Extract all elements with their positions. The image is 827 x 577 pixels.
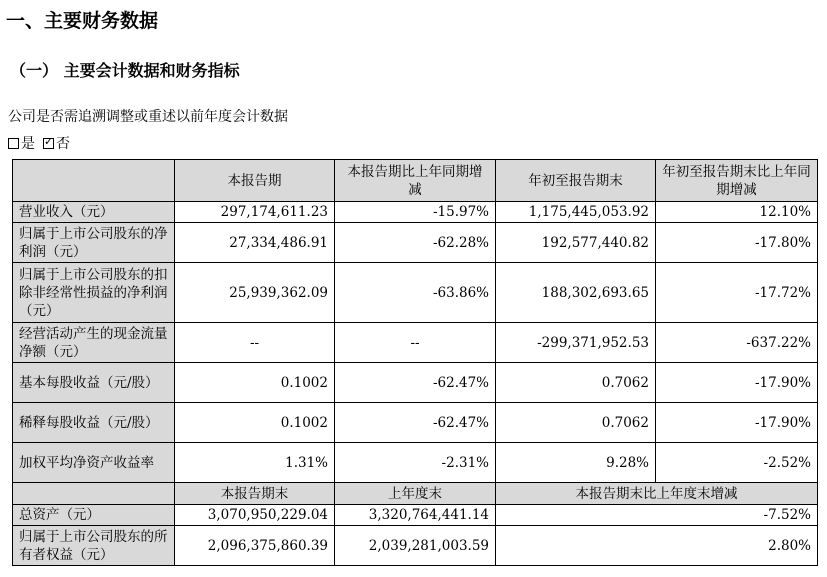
header-blank — [13, 160, 175, 202]
row-label: 基本每股收益（元/股） — [13, 363, 175, 403]
table-cell: -- — [335, 323, 496, 363]
table-cell: -2.31% — [335, 443, 496, 483]
option-no — [43, 136, 70, 152]
restatement-question: 公司是否需追溯调整或重述以前年度会计数据 — [8, 109, 288, 125]
header-cell: 本报告期末比上年度末增减 — [496, 483, 818, 505]
header-cell: 本报告期比上年同期增减 — [335, 160, 496, 202]
section-heading: 一、主要财务数据 — [6, 10, 159, 32]
header-cell: 本报告期 — [175, 160, 335, 202]
table-cell: -17.90% — [656, 403, 818, 443]
row-label: 经营活动产生的现金流量净额（元） — [13, 323, 175, 363]
table-row — [13, 443, 818, 483]
table-cell: 2.80% — [496, 526, 818, 566]
table-header-row — [13, 160, 818, 202]
table-cell: 2,039,281,003.59 — [335, 526, 496, 566]
table-row — [13, 403, 818, 443]
table-cell: -17.80% — [656, 223, 818, 263]
table-subheader-row — [13, 483, 818, 505]
table-cell: -62.47% — [335, 363, 496, 403]
financial-data-table — [12, 159, 818, 566]
table-row — [13, 505, 818, 526]
table-cell: 1,175,445,053.92 — [496, 202, 656, 223]
table-cell: -637.22% — [656, 323, 818, 363]
table-row — [13, 323, 818, 363]
table-cell: -- — [175, 323, 335, 363]
table-cell: 0.7062 — [496, 403, 656, 443]
table-cell: 3,070,950,229.04 — [175, 505, 335, 526]
table-cell: -17.72% — [656, 263, 818, 323]
table-row — [13, 223, 818, 263]
table-cell: -299,371,952.53 — [496, 323, 656, 363]
table-cell: -7.52% — [496, 505, 818, 526]
header-blank — [13, 483, 175, 505]
table-cell: 297,174,611.23 — [175, 202, 335, 223]
subsection-heading: （一） 主要会计数据和财务指标 — [10, 61, 240, 80]
row-label: 归属于上市公司股东的净利润（元） — [13, 223, 175, 263]
checkbox-empty-icon — [8, 138, 19, 149]
header-cell: 年初至报告期末 — [496, 160, 656, 202]
table-cell: -15.97% — [335, 202, 496, 223]
table-cell: -2.52% — [656, 443, 818, 483]
table-cell: -62.47% — [335, 403, 496, 443]
table-cell: 0.1002 — [175, 403, 335, 443]
header-cell: 年初至报告期末比上年同期增减 — [656, 160, 818, 202]
option-no-label: 否 — [56, 136, 70, 152]
table-cell: 188,302,693.65 — [496, 263, 656, 323]
table-cell: 3,320,764,441.14 — [335, 505, 496, 526]
header-cell: 上年度末 — [335, 483, 496, 505]
table-cell: 27,334,486.91 — [175, 223, 335, 263]
table-row — [13, 202, 818, 223]
table-row — [13, 526, 818, 566]
table-cell: 0.1002 — [175, 363, 335, 403]
table-row — [13, 363, 818, 403]
row-label: 稀释每股收益（元/股） — [13, 403, 175, 443]
option-yes-label: 是 — [21, 136, 35, 152]
option-yes — [8, 136, 35, 152]
restatement-options — [8, 133, 78, 153]
row-label: 总资产（元） — [13, 505, 175, 526]
row-label: 营业收入（元） — [13, 202, 175, 223]
table-cell: -17.90% — [656, 363, 818, 403]
table-cell: -62.28% — [335, 223, 496, 263]
checkbox-checked-icon — [43, 138, 54, 149]
table-cell: 9.28% — [496, 443, 656, 483]
table-cell: 0.7062 — [496, 363, 656, 403]
table-cell: 2,096,375,860.39 — [175, 526, 335, 566]
row-label: 归属于上市公司股东的扣除非经常性损益的净利润（元） — [13, 263, 175, 323]
table-cell: 25,939,362.09 — [175, 263, 335, 323]
table-cell: 192,577,440.82 — [496, 223, 656, 263]
row-label: 加权平均净资产收益率 — [13, 443, 175, 483]
table-cell: -63.86% — [335, 263, 496, 323]
row-label: 归属于上市公司股东的所有者权益（元） — [13, 526, 175, 566]
header-cell: 本报告期末 — [175, 483, 335, 505]
table-row — [13, 263, 818, 323]
table-cell: 1.31% — [175, 443, 335, 483]
table-cell: 12.10% — [656, 202, 818, 223]
